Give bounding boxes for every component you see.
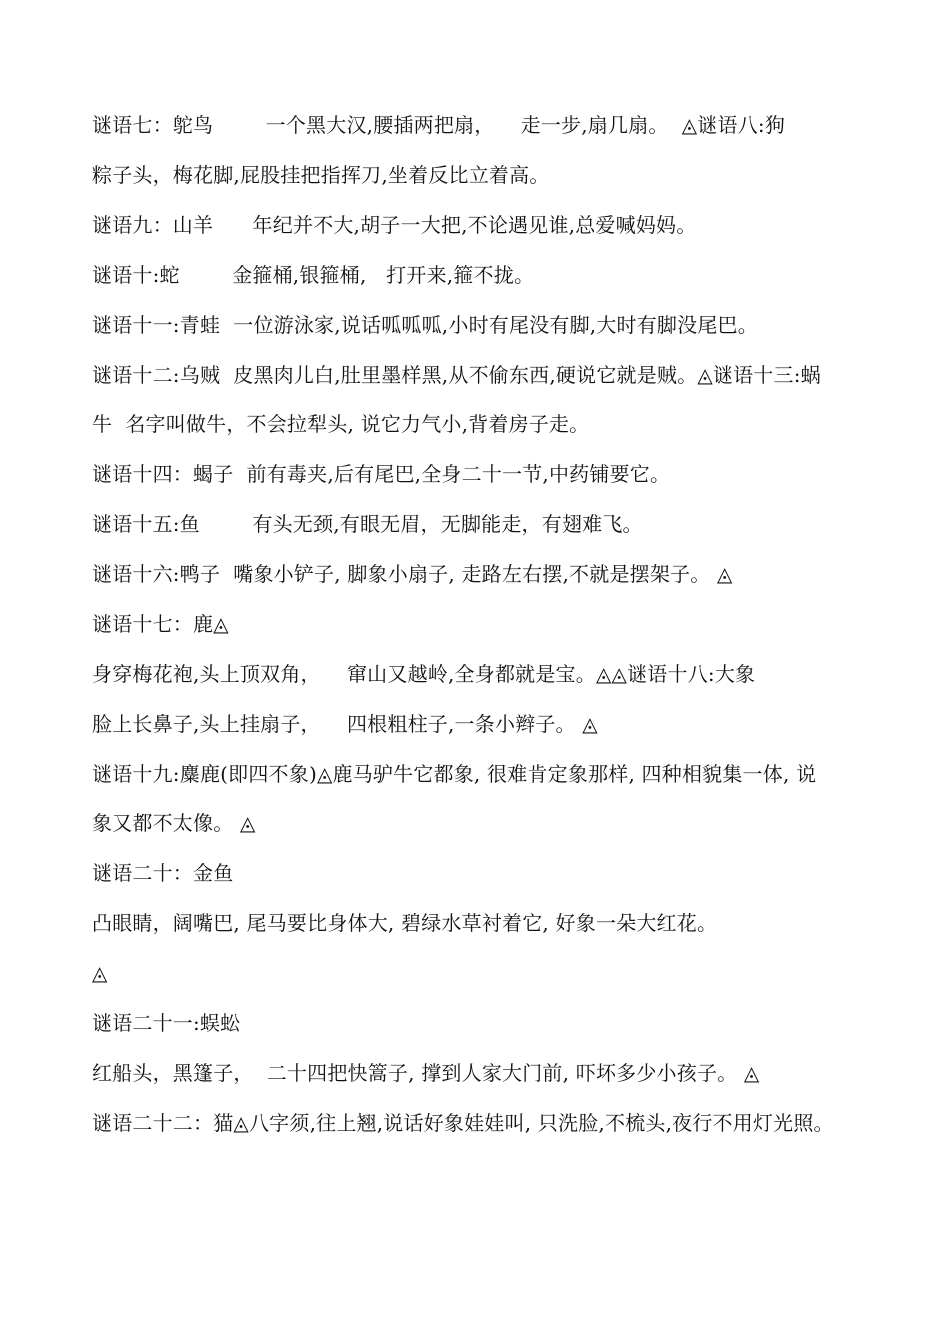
text-line: 红船头，黑篷子， 二十四把快篙子, 撑到人家大门前, 吓坏多少小孩子。 ◬ [92, 1061, 760, 1085]
text-line: 脸上长鼻子,头上挂扇子， 四根粗柱子,一条小辫子。 ◬ [92, 712, 598, 736]
text-line: 凸眼睛，阔嘴巴, 尾马要比身体大, 碧绿水草衬着它, 好象一朵大红花。 [92, 911, 718, 935]
text-line: 谜语二十一:蜈蚣 [92, 1011, 241, 1035]
text-line: 谜语二十二：猫◬八字须,往上翘,说话好象娃娃叫, 只洗脸,不梳头,夜行不用灯光照。 [92, 1111, 834, 1135]
text-line: 身穿梅花袍,头上顶双角， 窜山又越岭,全身都就是宝。◬◬谜语十八:大象 [92, 662, 756, 686]
text-line: 谜语十四：蝎子 前有毒夹,后有尾巴,全身二十一节,中药铺要它。 [92, 462, 671, 486]
text-line: 谜语二十：金鱼 [92, 861, 234, 885]
text-line: 谜语七：鸵鸟 一个黑大汉,腰插两把扇， 走一步,扇几扇。 ◬谜语八:狗 [92, 113, 786, 137]
text-line: 象又都不太像。 ◬ [92, 811, 256, 835]
text-line: 谜语十七：鹿◬ [92, 612, 229, 636]
text-line: 牛 名字叫做牛，不会拉犁头, 说它力气小,背着房子走。 [92, 412, 590, 436]
text-line: 粽子头，梅花脚,屁股挂把指挥刀,坐着反比立着高。 [92, 163, 550, 187]
text-line: ◬ [92, 961, 108, 985]
text-line: 谜语十:蛇 金箍桶,银箍桶, 打开来,箍不拢。 [92, 263, 535, 287]
text-line: 谜语十五:鱼 有头无颈,有眼无眉，无脚能走，有翅难飞。 [92, 512, 643, 536]
text-line: 谜语十九:麋鹿(即四不象)◬鹿马驴牛它都象, 很难肯定象那样, 四种相貌集一体, 说 [92, 762, 817, 786]
text-line: 谜语十二:乌贼 皮黑肉儿白,肚里墨样黑,从不偷东西,硬说它就是贼。◬谜语十三:蜗 [92, 363, 821, 387]
text-line: 谜语十一:青蛙 一位游泳家,说话呱呱呱,小时有尾没有脚,大时有脚没尾巴。 [92, 313, 758, 337]
text-line: 谜语十六:鸭子 嘴象小铲子, 脚象小扇子, 走路左右摆,不就是摆架子。 ◬ [92, 562, 733, 586]
text-line: 谜语九：山羊 年纪并不大,胡子一大把,不论遇见谁,总爱喊妈妈。 [92, 213, 697, 237]
